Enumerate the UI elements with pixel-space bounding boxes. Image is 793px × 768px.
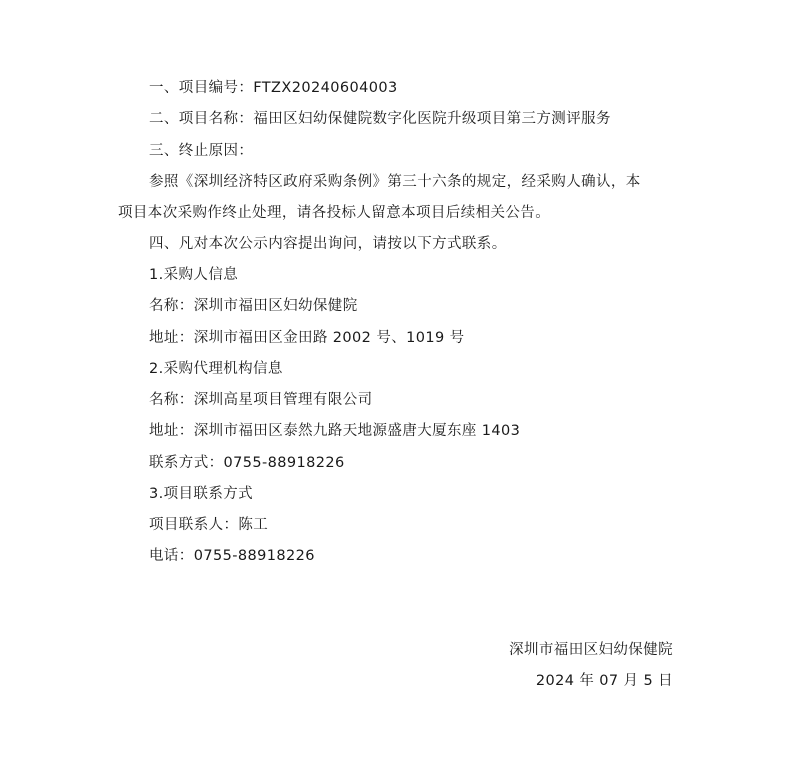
agency-name: 名称：深圳高星项目管理有限公司: [149, 392, 373, 408]
agency-address: 地址：深圳市福田区泰然九路天地源盛唐大厦东座 1403: [149, 423, 521, 439]
inquiry-instruction: 四、凡对本次公示内容提出询问，请按以下方式联系。: [149, 236, 507, 252]
signature-organization: 深圳市福田区妇幼保健院: [509, 642, 673, 658]
purchaser-name: 名称：深圳市福田区妇幼保健院: [149, 298, 358, 314]
project-contact-heading: 3.项目联系方式: [149, 486, 254, 502]
signature-date: 2024 年 07 月 5 日: [535, 673, 673, 689]
project-contact-person: 项目联系人：陈工: [149, 517, 269, 533]
purchaser-heading: 1.采购人信息: [149, 267, 239, 283]
termination-reason-line-2: 项目本次采购作终止处理，请各投标人留意本项目后续相关公告。: [118, 205, 551, 221]
project-number: 一、项目编号：FTZX20240604003: [149, 80, 398, 96]
agency-contact: 联系方式：0755-88918226: [149, 455, 345, 471]
project-phone: 电话：0755-88918226: [149, 548, 315, 564]
termination-reason-line-1: 参照《深圳经济特区政府采购条例》第三十六条的规定，经采购人确认，本: [149, 174, 641, 190]
termination-reason-heading: 三、终止原因：: [149, 143, 254, 159]
project-name: 二、项目名称：福田区妇幼保健院数字化医院升级项目第三方测评服务: [149, 111, 611, 127]
purchaser-address: 地址：深圳市福田区金田路 2002 号、1019 号: [149, 330, 465, 346]
agency-heading: 2.采购代理机构信息: [149, 361, 283, 377]
